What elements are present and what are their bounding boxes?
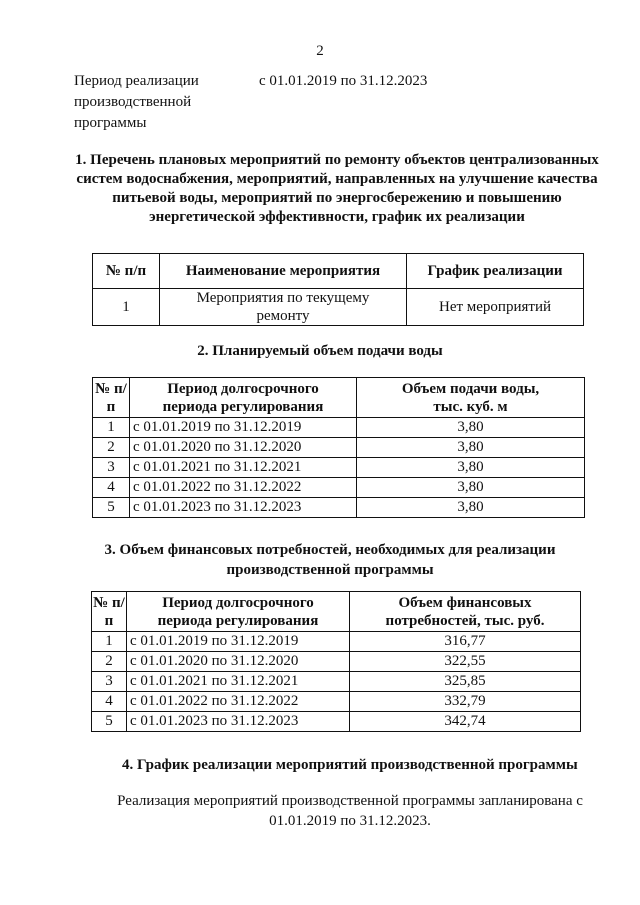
table-row [93, 289, 584, 326]
section1-title: 1. Перечень плановых мероприятий по ремонту объектов централизованных систем водоснабжения, мероприятий, направленных на улучшение качества питьевой воды, мероприятий по энергосбережению и повышению энергетической эффективности, график их реализации [75, 152, 599, 225]
measure-schedule: Нет мероприятий [407, 289, 584, 326]
row-number: 5 [93, 498, 130, 518]
row-number: 1 [93, 418, 130, 438]
table-header-row [93, 378, 585, 418]
table-row [92, 672, 581, 692]
section4-title: 4. График реализации мероприятий производственной программы [122, 757, 578, 773]
table-header-row [92, 592, 581, 632]
row-number: 1 [92, 632, 127, 652]
section4-text: Реализация мероприятий производственной программы запланирована с 01.01.2019 по 31.12.2023. [117, 793, 583, 829]
table-row [93, 458, 585, 478]
row-amount: 316,77 [350, 632, 581, 652]
col-measure-header: Наименование мероприятия [160, 254, 407, 289]
row-period: с 01.01.2020 по 31.12.2020 [130, 438, 357, 458]
table-row [93, 498, 585, 518]
financial-needs-table [91, 591, 581, 732]
table-row [92, 632, 581, 652]
row-period: с 01.01.2019 по 31.12.2019 [130, 418, 357, 438]
measure-name: Мероприятия по текущему ремонту [160, 289, 407, 326]
col-period-header: Период долгосрочного периода регулирования [130, 378, 357, 418]
measures-table [92, 253, 584, 326]
table-header-row [93, 254, 584, 289]
row-number: 2 [93, 438, 130, 458]
row-volume: 3,80 [357, 418, 585, 438]
table-row [93, 438, 585, 458]
row-number: 3 [92, 672, 127, 692]
section3-title: 3. Объем финансовых потребностей, необходимых для реализации производственной программы [104, 542, 556, 578]
col-number-header: № п/п [92, 592, 127, 632]
row-number: 3 [93, 458, 130, 478]
col-finance-header: Объем финансовых потребностей, тыс. руб. [350, 592, 581, 632]
table-row [92, 712, 581, 732]
row-amount: 322,55 [350, 652, 581, 672]
page-number: 2 [316, 43, 324, 59]
col-number-header: № п/п [93, 254, 160, 289]
period-value: с 01.01.2019 по 31.12.2023 [259, 73, 428, 89]
row-number: 2 [92, 652, 127, 672]
row-number: 4 [92, 692, 127, 712]
row-period: с 01.01.2023 по 31.12.2023 [130, 498, 357, 518]
row-period: с 01.01.2022 по 31.12.2022 [127, 692, 350, 712]
row-volume: 3,80 [357, 498, 585, 518]
row-amount: 325,85 [350, 672, 581, 692]
table-row [93, 478, 585, 498]
col-volume-header: Объем подачи воды, тыс. куб. м [357, 378, 585, 418]
row-amount: 342,74 [350, 712, 581, 732]
row-number: 1 [93, 289, 160, 326]
table-row [92, 692, 581, 712]
row-period: с 01.01.2021 по 31.12.2021 [127, 672, 350, 692]
row-period: с 01.01.2020 по 31.12.2020 [127, 652, 350, 672]
row-volume: 3,80 [357, 478, 585, 498]
row-period: с 01.01.2023 по 31.12.2023 [127, 712, 350, 732]
col-schedule-header: График реализации [407, 254, 584, 289]
table-row [93, 418, 585, 438]
water-volume-table [92, 377, 585, 518]
row-period: с 01.01.2019 по 31.12.2019 [127, 632, 350, 652]
col-period-header: Период долгосрочного периода регулирования [127, 592, 350, 632]
row-amount: 332,79 [350, 692, 581, 712]
row-period: с 01.01.2021 по 31.12.2021 [130, 458, 357, 478]
row-volume: 3,80 [357, 458, 585, 478]
row-number: 5 [92, 712, 127, 732]
row-period: с 01.01.2022 по 31.12.2022 [130, 478, 357, 498]
section2-title: 2. Планируемый объем подачи воды [197, 343, 443, 359]
row-volume: 3,80 [357, 438, 585, 458]
period-label: Период реализации производственной программы [74, 73, 199, 131]
row-number: 4 [93, 478, 130, 498]
table-row [92, 652, 581, 672]
col-number-header: № п/п [93, 378, 130, 418]
